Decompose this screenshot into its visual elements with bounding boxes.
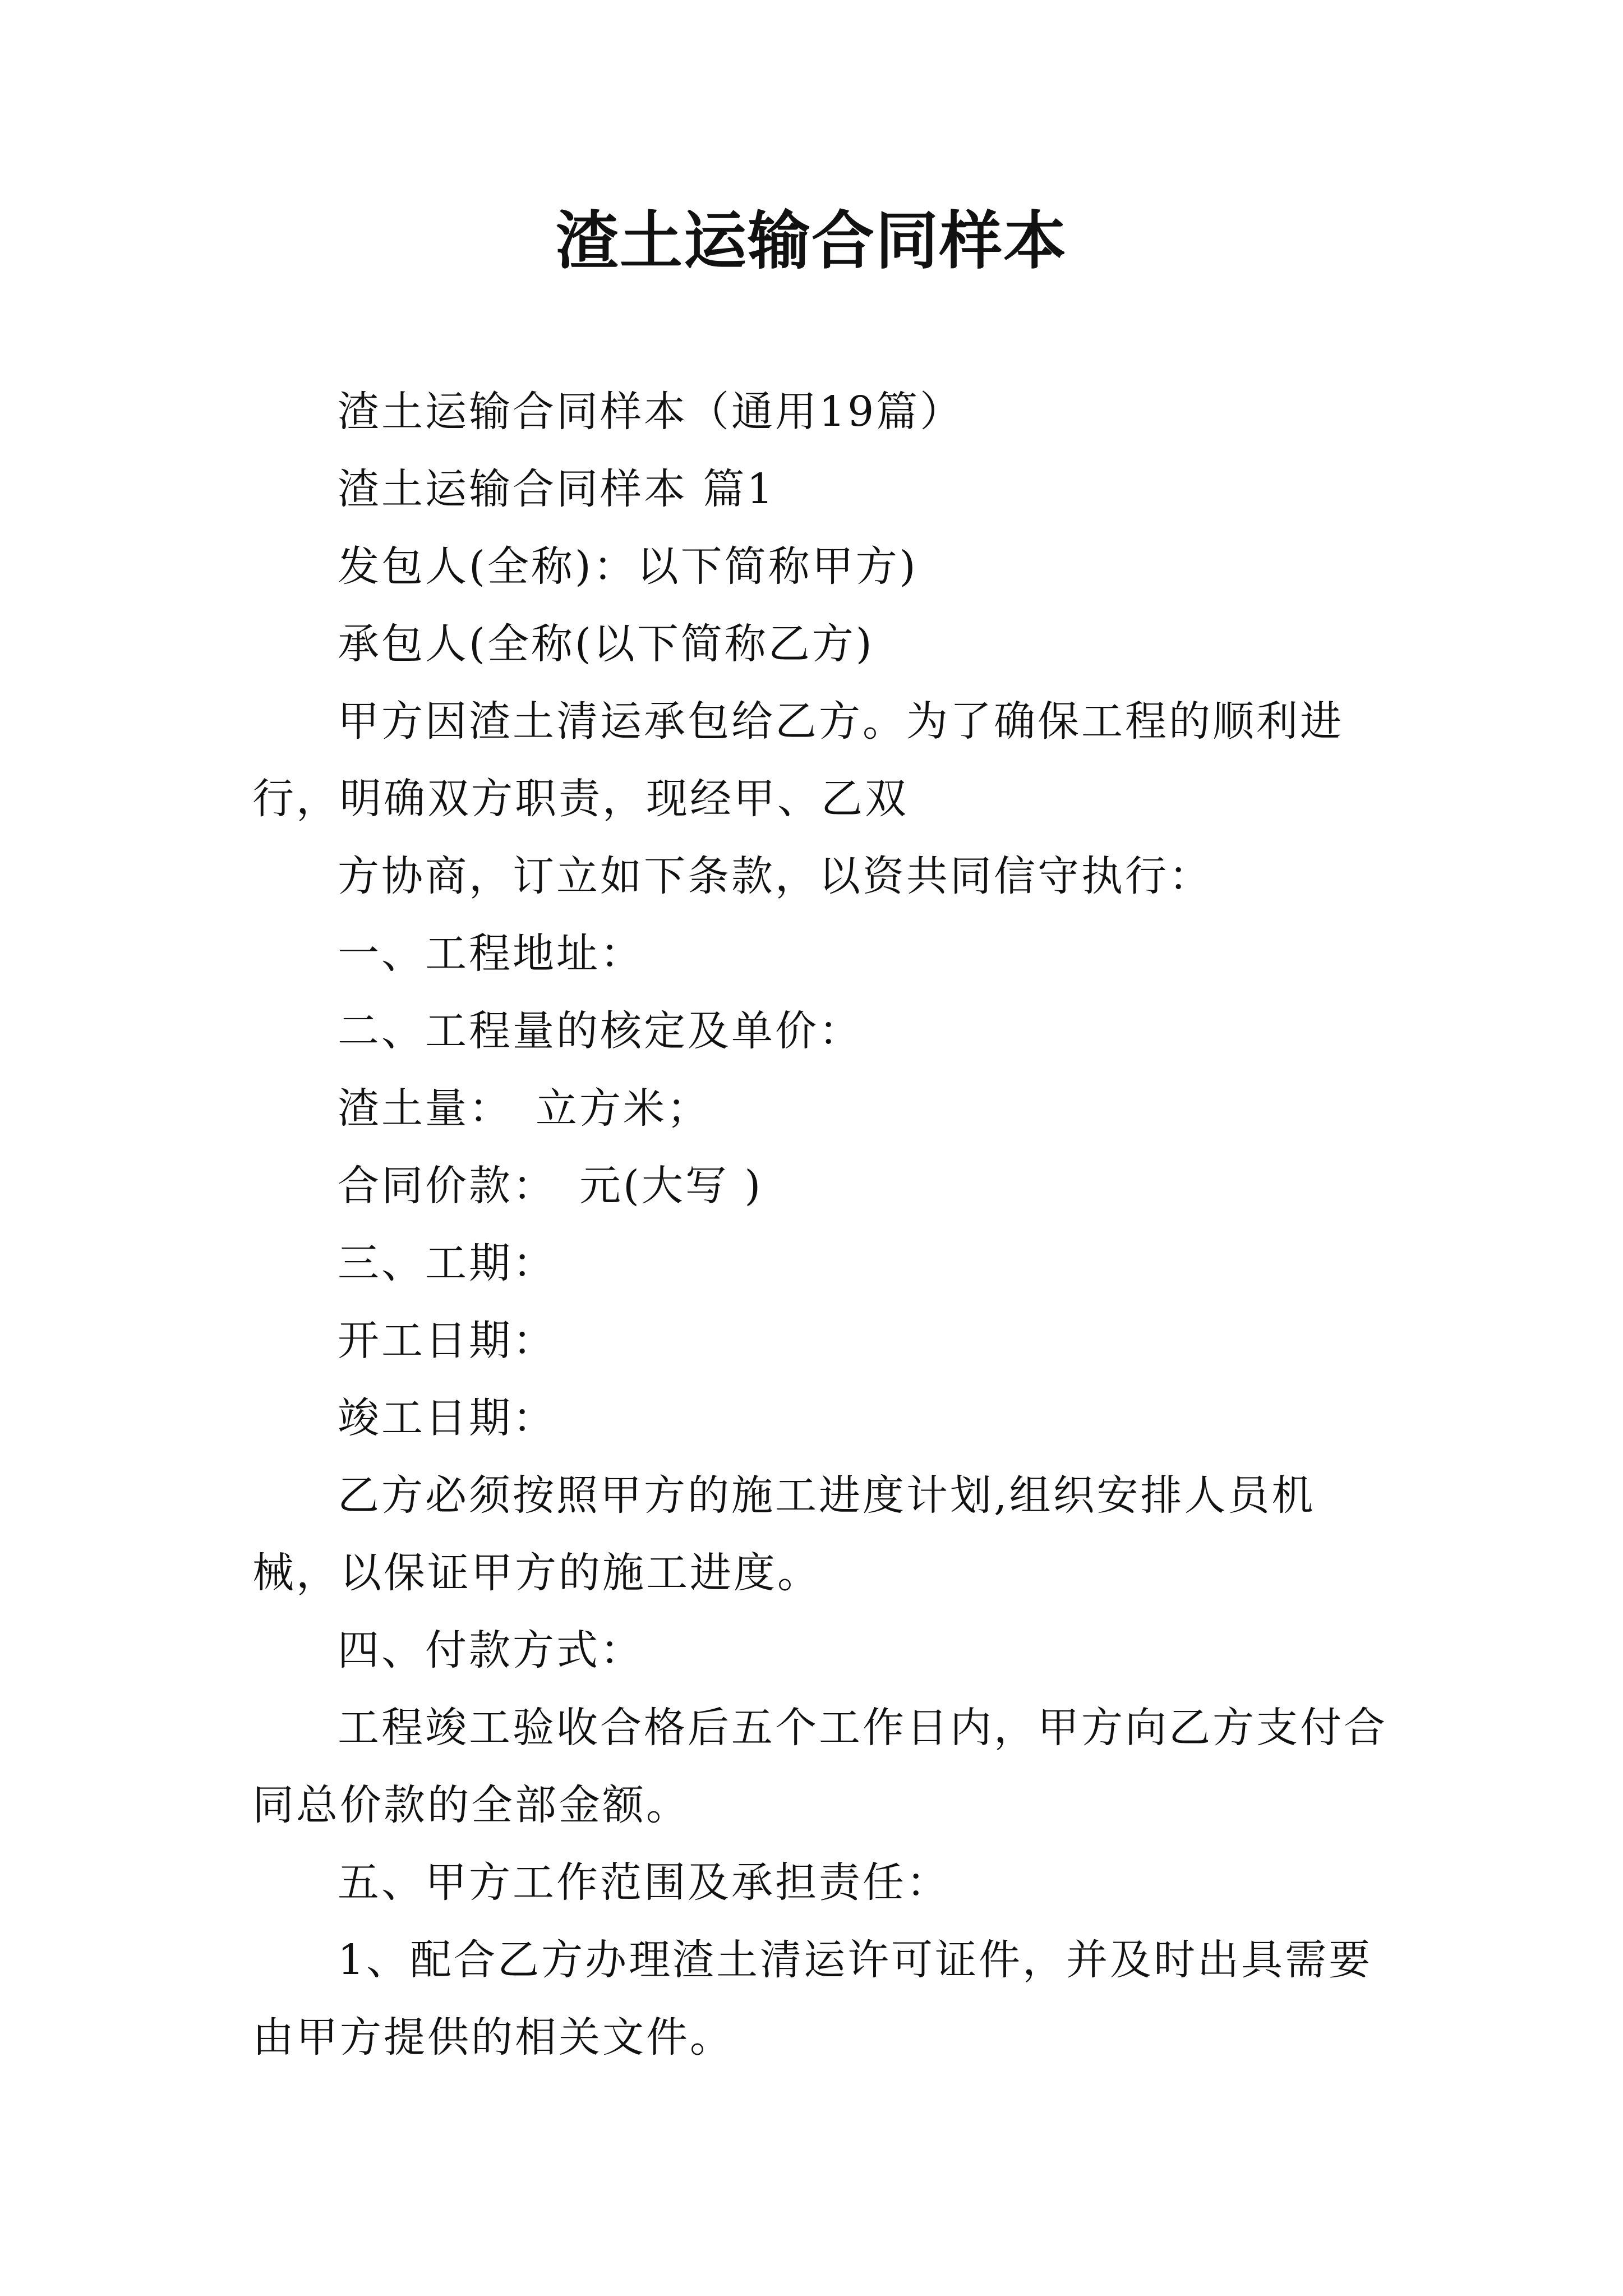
paragraph-party-b: 承包人(全称(以下简称乙方) (338, 620, 874, 668)
paragraph-section-heading: 渣土运输合同样本 篇1 (338, 465, 776, 513)
paragraph-completion-date: 竣工日期： (338, 1394, 556, 1442)
paragraph-negotiation: 方协商，订立如下条款，以资共同信守执行： (338, 852, 1212, 900)
paragraph-party-a-item-1: 1、配合乙方办理渣土清运许可证件，并及时出具需要由甲方提供的相关文件。 (252, 1936, 1373, 2062)
paragraph-contract-price: 合同价款： 元(大写 ) (338, 1162, 763, 1210)
document-body (252, 373, 1394, 2076)
paragraph-schedule-obligation: 乙方必须按照甲方的施工进度计划,组织安排人员机械，以保证甲方的施工进度。 (252, 1471, 1316, 1597)
paragraph-quantity-price-heading: 二、工程量的核定及单价： (338, 1007, 863, 1055)
paragraph-earth-volume: 渣土量： 立方米； (338, 1084, 711, 1133)
paragraph-subtitle: 渣土运输合同样本（通用19篇） (338, 388, 964, 436)
paragraph-purpose: 甲方因渣土清运承包给乙方。为了确保工程的顺利进行，明确双方职责，现经甲、乙双 (252, 697, 1344, 823)
paragraph-duration-heading: 三、工期： (338, 1239, 556, 1287)
paragraph-payment-heading: 四、付款方式： (338, 1626, 644, 1674)
paragraph-party-a-scope-heading: 五、甲方工作范围及承担责任： (338, 1858, 950, 1907)
document-title: 渣土运输合同样本 (556, 204, 1067, 278)
paragraph-payment-terms: 工程竣工验收合格后五个工作日内，甲方向乙方支付合同总价款的全部金额。 (252, 1704, 1387, 1829)
paragraph-party-a: 发包人(全称)：以下简称甲方) (338, 542, 918, 591)
paragraph-start-date: 开工日期： (338, 1317, 556, 1365)
paragraph-project-address: 一、工程地址： (338, 930, 644, 978)
